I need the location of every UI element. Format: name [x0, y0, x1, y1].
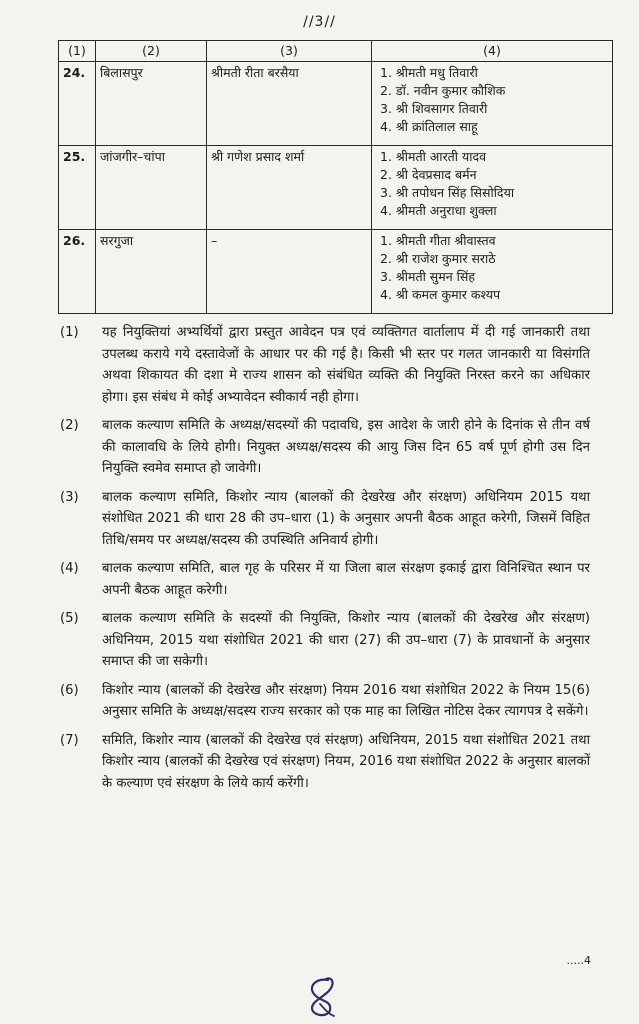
continuation-marker: .....4: [566, 954, 591, 967]
condition-text: यह नियुक्तियां अभ्यर्थियों द्वारा प्रस्तुत आवेदन पत्र एवं व्यक्तिगत वार्तालाप में दी गई जानकारी तथा उपलब्ध कराये गये दस्तावेजों के आधार पर की गई है। किसी भी स्तर पर गलत जानकारी या विसंगति अथवा शिकायत की दशा मे राज्य शासन को संबंधित व्यक्ति की नियुक्ति निरस्त करने का अधिकार होगा। इस संबंध मे कोई अभ्यावेदन स्वीकार्य नही होगा।: [102, 325, 590, 405]
condition-item: [60, 415, 590, 480]
members-list: [372, 230, 613, 314]
serial-number: 24.: [59, 62, 96, 146]
chairperson-name: श्रीमती रीता बरसैया: [207, 62, 372, 146]
condition-item: [60, 558, 590, 601]
member-item: 2. डॉ. नवीन कुमार कौशिक: [380, 83, 506, 98]
condition-number: (5): [60, 611, 79, 626]
condition-number: (3): [60, 489, 79, 505]
column-header: (1): [59, 41, 96, 62]
page-number: //3//: [303, 14, 336, 30]
signature-icon: [298, 974, 346, 1018]
serial-number: 25.: [59, 146, 96, 230]
table-row: [59, 146, 613, 230]
district-name: बिलासपुर: [96, 62, 207, 146]
condition-text: बालक कल्याण समिति के अध्यक्ष/सदस्यों की पदावधि, इस आदेश के जारी होने के दिनांक से तीन वर्ष की कालावधि के लिये होगी। नियुक्त अध्यक्ष/सदस्य की आयु जिस दिन 65 वर्ष पूर्ण होगी उस दिन नियुक्ति स्वमेव समाप्त हो जावेगी।: [102, 418, 590, 476]
condition-text: समिति, किशोर न्याय (बालकों की देखरेख एवं संरक्षण) अधिनियम, 2015 यथा संशोधित 2021 तथा किशोर न्याय (बालकों की देखरेख एवं संरक्षण) नियम, 2016 यथा संशोधित 2022 के अनुसार बालकों के कल्याण एवं संरक्षण के लिये कार्य करेंगी।: [102, 732, 590, 791]
member-item: 1. श्रीमती मधु तिवारी: [380, 65, 478, 80]
member-item: 2. श्री राजेश कुमार सराठे: [380, 251, 496, 266]
member-item: 1. श्रीमती गीता श्रीवास्तव: [380, 233, 496, 248]
condition-item: [60, 487, 590, 552]
chairperson-name: –: [207, 230, 372, 314]
district-name: जांजगीर–चांपा: [96, 146, 207, 230]
condition-item: [60, 322, 590, 408]
member-item: 3. श्रीमती सुमन सिंह: [380, 269, 475, 284]
member-item: 2. श्री देवप्रसाद बर्मन: [380, 167, 477, 182]
member-item: 4. श्री कमल कुमार कश्यप: [380, 287, 501, 302]
condition-number: (2): [60, 418, 79, 433]
condition-number: (6): [60, 682, 79, 698]
condition-text: बालक कल्याण समिति, किशोर न्याय (बालकों की देखरेख और संरक्षण) अधिनियम 2015 यथा संशोधित 2021 की धारा 28 की उप–धारा (1) के अनुसार अपनी बैठक आहूत करेगी, जिसमें विहित तिथि/समय पर अध्यक्ष/सदस्य की उपस्थिति अनिवार्य होगी।: [102, 489, 590, 548]
member-item: 4. श्रीमती अनुराधा शुक्ला: [380, 203, 497, 218]
conditions-list: [60, 322, 590, 801]
members-list: [372, 146, 613, 230]
members-list: [372, 62, 613, 146]
condition-item: [60, 730, 590, 795]
condition-number: (7): [60, 732, 79, 748]
column-header: (4): [372, 41, 613, 62]
serial-number: 26.: [59, 230, 96, 314]
condition-number: (4): [60, 561, 79, 576]
condition-text: बालक कल्याण समिति, बाल गृह के परिसर में या जिला बाल संरक्षण इकाई द्वारा विनिश्चित स्थान पर अपनी बैठक आहूत करेगी।: [102, 561, 590, 598]
member-item: 4. श्री क्रांतिलाल साहू: [380, 119, 478, 134]
table-row: [59, 62, 613, 146]
condition-item: [60, 680, 590, 723]
member-item: 3. श्री शिवसागर तिवारी: [380, 101, 488, 116]
chairperson-name: श्री गणेश प्रसाद शर्मा: [207, 146, 372, 230]
condition-item: [60, 608, 590, 673]
condition-text: बालक कल्याण समिति के सदस्यों की नियुक्ति, किशोर न्याय (बालकों की देखरेख और संरक्षण) अधिनियम, 2015 यथा संशोधित 2021 की धारा (27) की उप–धारा (7) के प्रावधानों के अनुसार समाप्त की जा सकेगी।: [102, 611, 590, 669]
column-header: (2): [96, 41, 207, 62]
condition-text: किशोर न्याय (बालकों की देखरेख और संरक्षण) नियम 2016 यथा संशोधित 2022 के नियम 15(6) अनुसार समिति के अध्यक्ष/सदस्य राज्य सरकार को एक माह का लिखित नोटिस देकर त्यागपत्र दे सकेंगे।: [102, 682, 590, 719]
condition-number: (1): [60, 325, 79, 340]
committee-table: [58, 40, 613, 314]
table-header-row: [59, 41, 613, 62]
district-name: सरगुजा: [96, 230, 207, 314]
column-header: (3): [207, 41, 372, 62]
table-row: [59, 230, 613, 314]
member-item: 1. श्रीमती आरती यादव: [380, 149, 487, 164]
member-item: 3. श्री तपोधन सिंह सिसोदिया: [380, 185, 515, 200]
